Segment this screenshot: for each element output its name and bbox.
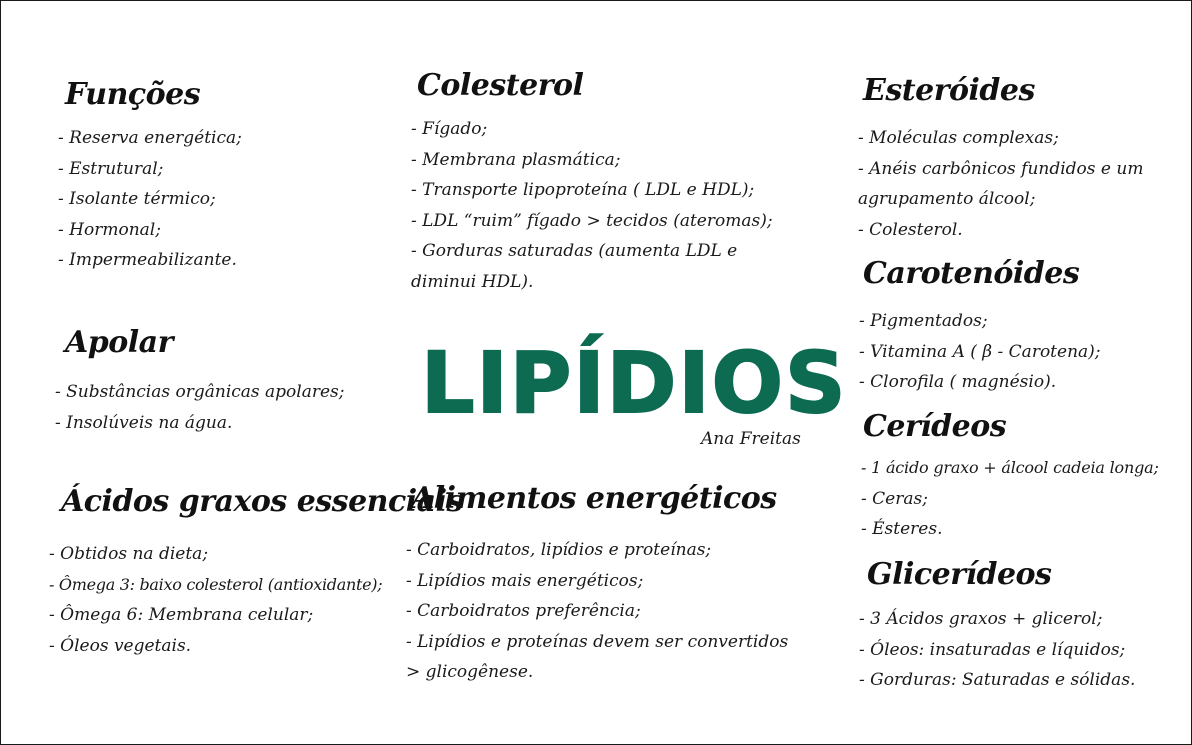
list-item: - Lipídios e proteínas devem ser convertidos > glicogênese. bbox=[406, 631, 789, 682]
list-alimentos-energeticos bbox=[406, 535, 790, 688]
list-item: - Colesterol. bbox=[858, 219, 963, 240]
list-item: - Carboidratos preferência; bbox=[406, 601, 641, 621]
heading-colesterol: Colesterol bbox=[417, 68, 584, 103]
list-acidos-graxos bbox=[49, 539, 382, 661]
list-item: - Ômega 3: baixo colesterol (antioxidante); bbox=[49, 574, 383, 594]
list-item: - Insolúveis na água. bbox=[55, 412, 233, 433]
list-item: - Clorofila ( magnésio). bbox=[859, 372, 1057, 392]
list-item: - Hormonal; bbox=[58, 219, 161, 240]
list-cerideos bbox=[861, 453, 1159, 545]
list-apolar bbox=[55, 377, 345, 438]
list-item: - Ésteres. bbox=[861, 519, 943, 539]
list-item: - Substâncias orgânicas apolares; bbox=[55, 382, 345, 402]
list-carotenoides bbox=[859, 306, 1101, 398]
page-title: LIPÍDIOS bbox=[421, 334, 848, 432]
list-item: - 3 Ácidos graxos + glicerol; bbox=[859, 609, 1103, 629]
list-item: - Ceras; bbox=[861, 488, 928, 509]
list-item: - Gorduras: Saturadas e sólidas. bbox=[859, 670, 1136, 690]
heading-esteroides: Esteróides bbox=[863, 73, 1035, 108]
list-item: - Impermeabilizante. bbox=[58, 250, 237, 270]
list-esteroides bbox=[858, 123, 1158, 245]
list-item: - Carboidratos, lipídios e proteínas; bbox=[406, 540, 712, 560]
list-item: - Óleos vegetais. bbox=[49, 635, 192, 656]
list-item: - Gorduras saturadas (aumenta LDL e diminui HDL). bbox=[411, 241, 738, 292]
list-item: - Membrana plasmática; bbox=[411, 149, 621, 170]
heading-glicerideos: Glicerídeos bbox=[867, 557, 1052, 592]
heading-apolar: Apolar bbox=[65, 325, 173, 360]
list-item: - Fígado; bbox=[411, 119, 488, 139]
heading-carotenoides: Carotenóides bbox=[863, 256, 1080, 291]
author-name: Ana Freitas bbox=[701, 429, 801, 449]
list-item: - Obtidos na dieta; bbox=[49, 544, 209, 564]
list-item: - Lipídios mais energéticos; bbox=[406, 570, 644, 591]
list-item: - 1 ácido graxo + álcool cadeia longa; bbox=[861, 458, 1159, 477]
heading-cerideos: Cerídeos bbox=[863, 409, 1007, 444]
list-item: - Moléculas complexas; bbox=[858, 128, 1059, 148]
list-item: - Vitamina A ( β - Carotena); bbox=[859, 341, 1101, 362]
list-item: - Ômega 6: Membrana celular; bbox=[49, 605, 314, 625]
heading-acidos-graxos: Ácidos graxos essenciais bbox=[61, 484, 463, 519]
list-item: - Isolante térmico; bbox=[58, 189, 216, 209]
list-item: - LDL “ruim” fígado > tecidos (ateromas); bbox=[411, 210, 773, 231]
list-colesterol bbox=[411, 114, 783, 297]
list-item: - Reserva energética; bbox=[58, 128, 242, 148]
list-item: - Estrutural; bbox=[58, 158, 164, 179]
heading-alimentos-energeticos: Alimentos energéticos bbox=[411, 481, 777, 516]
list-funcoes bbox=[58, 123, 242, 276]
heading-funcoes: Funções bbox=[65, 77, 201, 112]
list-glicerideos bbox=[859, 604, 1135, 696]
list-item: - Óleos: insaturadas e líquidos; bbox=[859, 639, 1126, 660]
list-item: - Pigmentados; bbox=[859, 311, 988, 331]
list-item: - Anéis carbônicos fundidos e um agrupamento álcool; bbox=[858, 158, 1144, 209]
list-item: - Transporte lipoproteína ( LDL e HDL); bbox=[411, 180, 755, 200]
